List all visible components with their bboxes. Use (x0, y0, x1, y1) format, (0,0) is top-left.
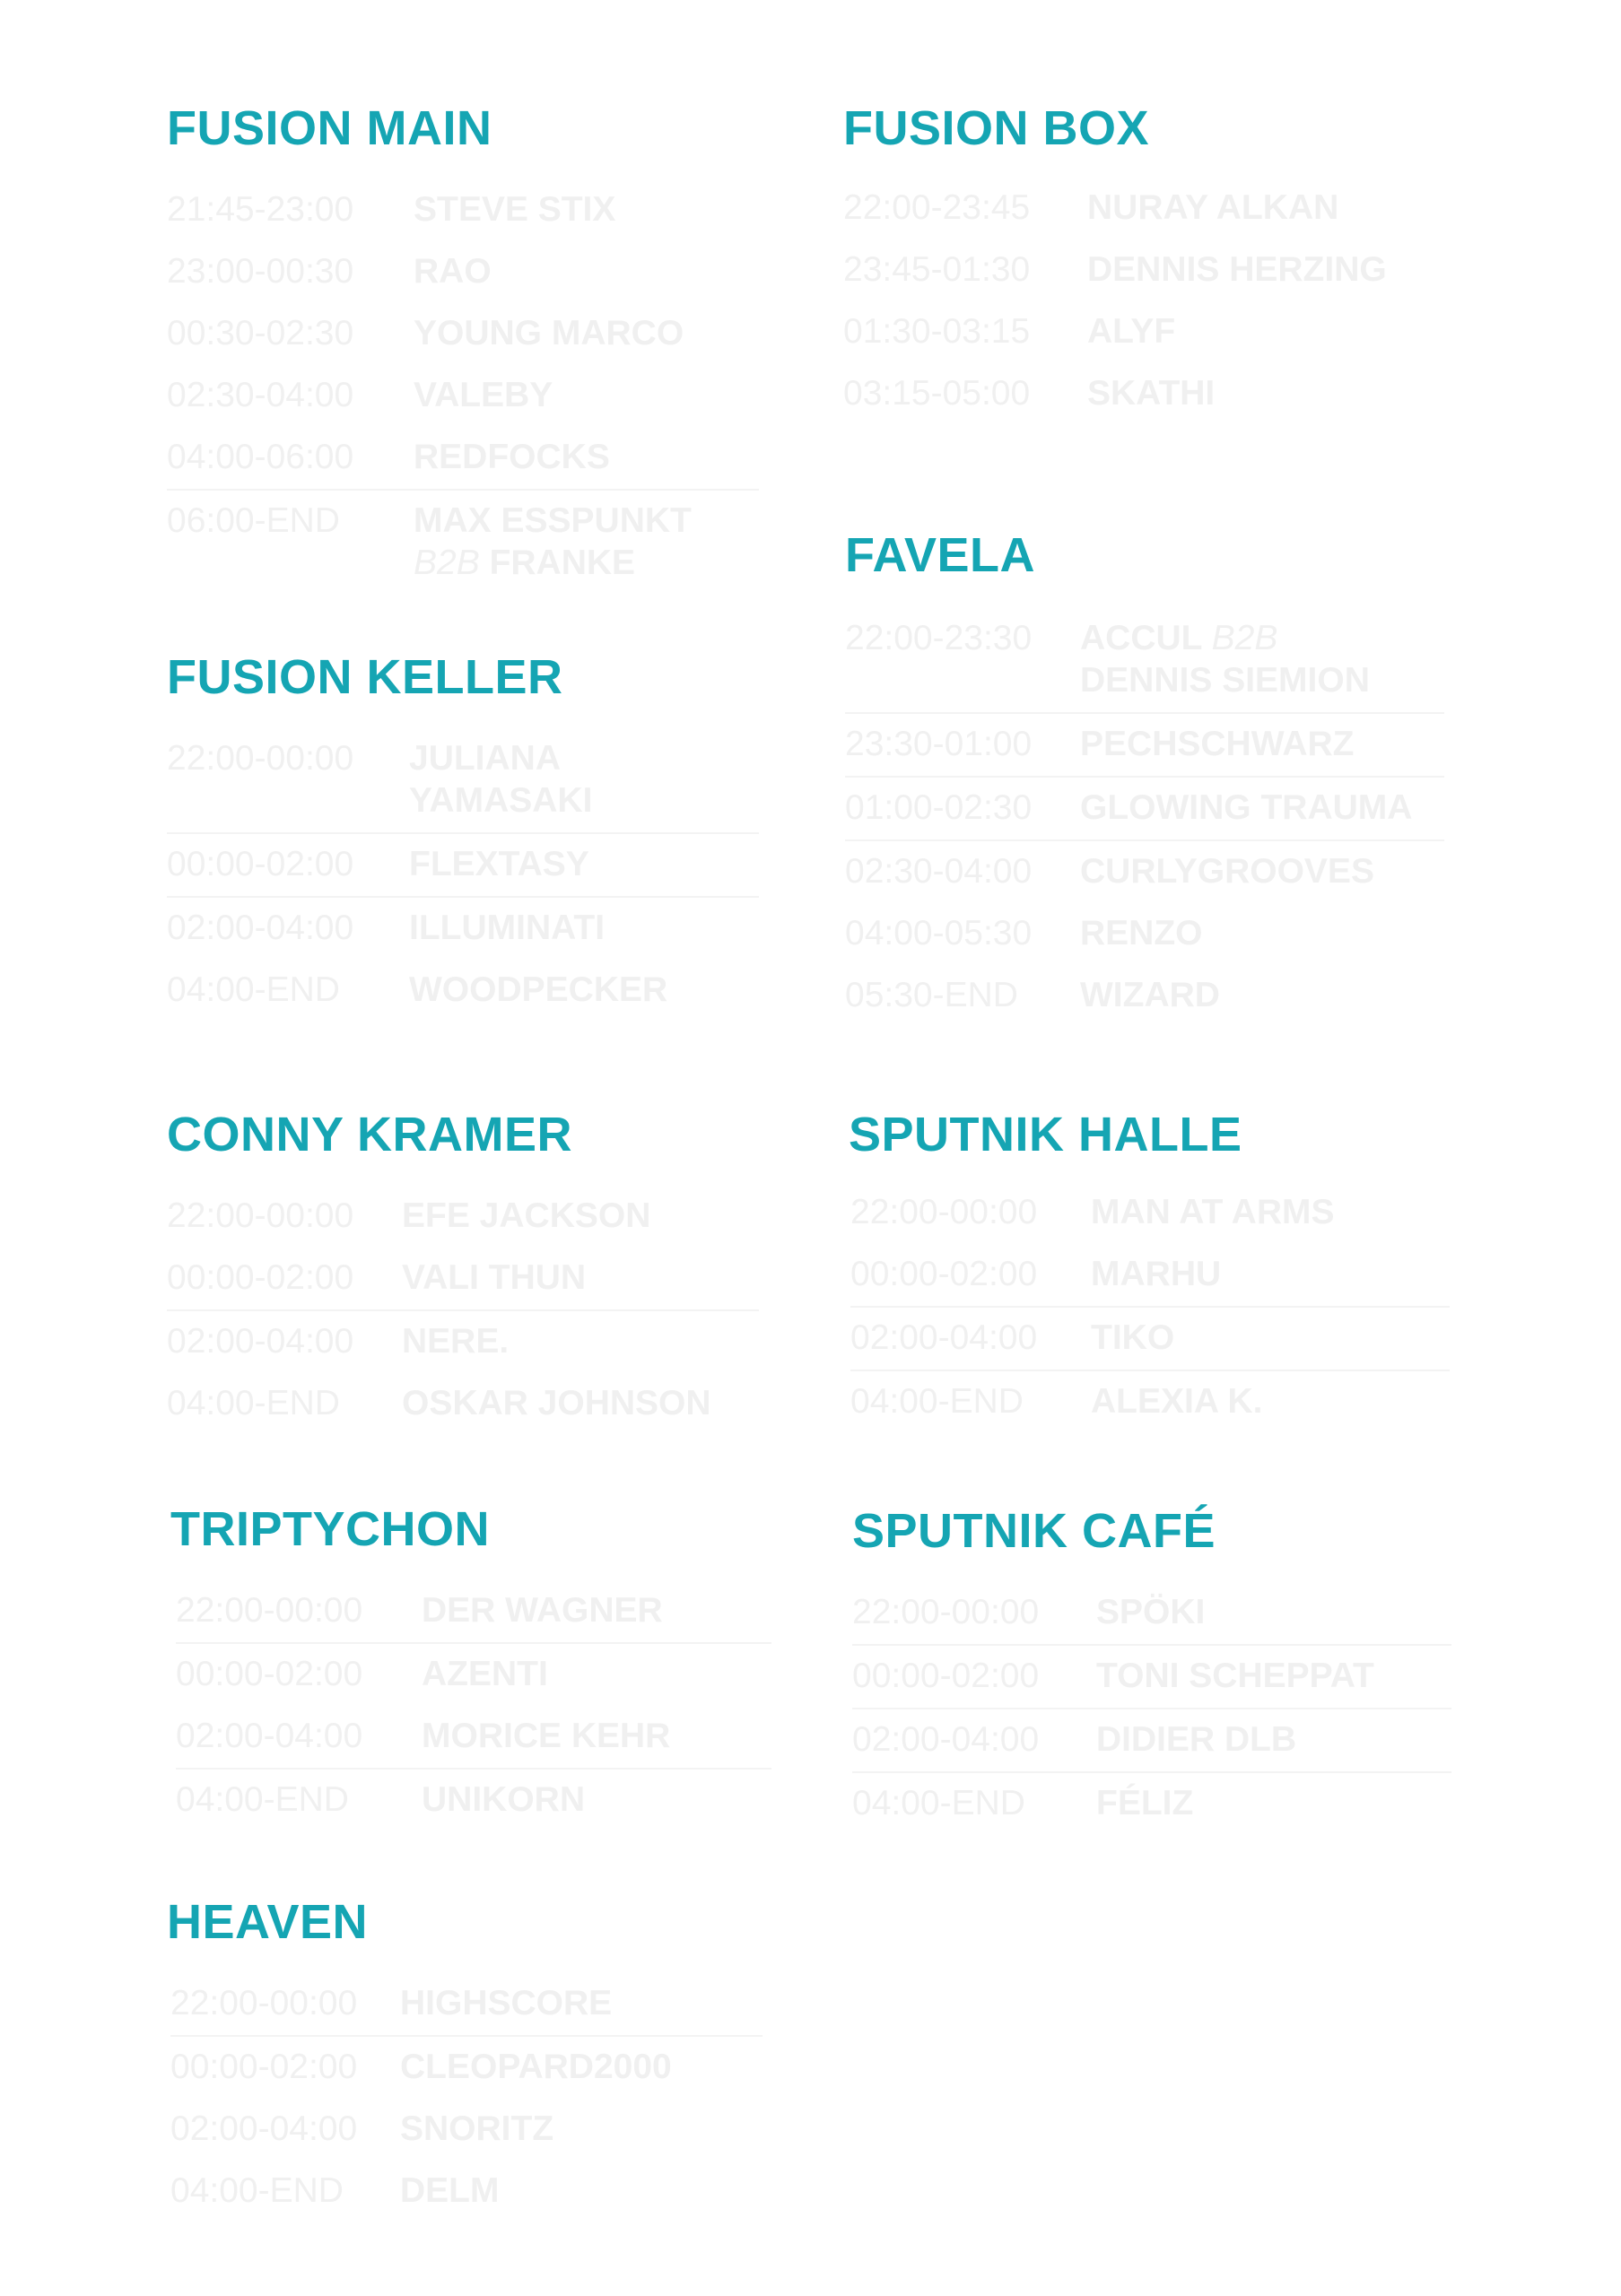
slot-artist: SKATHI (1087, 374, 1216, 413)
timetable-row (850, 1308, 1450, 1371)
slot-artist: ILLUMINATI (409, 909, 606, 947)
artist-name: MAX ESSPUNKT (414, 501, 692, 540)
slot-artist: CURLYGROOVES (1080, 852, 1374, 891)
stage-title: FUSION KELLER (167, 650, 563, 704)
timetable (167, 728, 759, 1022)
slot-artist: WIZARD (1080, 976, 1220, 1014)
timetable-row (850, 1182, 1450, 1244)
slot-time: 02:00-04:00 (167, 1322, 354, 1361)
slot-time: 04:00-05:30 (845, 914, 1033, 952)
slot-artist: JULIANA YAMASAKI (409, 739, 593, 820)
stage-title: TRIPTYCHON (170, 1502, 490, 1556)
slot-time: 06:00-END (167, 501, 340, 540)
slot-artist: DENNIS HERZING (1087, 250, 1387, 289)
slot-artist: DELM (400, 2171, 500, 2210)
timetable (845, 608, 1444, 1027)
slot-artist: ALYF (1087, 312, 1176, 351)
timetable-row (167, 365, 759, 427)
timetable-row (167, 960, 759, 1022)
slot-artist: PECHSCHWARZ (1080, 725, 1355, 763)
slot-time: 04:00-06:00 (167, 438, 354, 476)
slot-time: 00:00-02:00 (176, 1655, 363, 1693)
timetable (167, 1186, 759, 1435)
slot-time: 04:00-END (170, 2171, 344, 2210)
slot-time: 22:00-00:00 (176, 1591, 363, 1630)
slot-artist: NERE. (402, 1322, 510, 1361)
timetable-row (167, 728, 759, 834)
timetable-row (852, 1709, 1451, 1773)
timetable-row (167, 1311, 759, 1373)
slot-artist: FLEXTASY (409, 845, 589, 883)
slot-artist: MORICE KEHR (422, 1717, 671, 1755)
stage-title: CONNY KRAMER (167, 1108, 573, 1161)
artist-name: DENNIS SIEMION (1080, 661, 1370, 700)
slot-time: 00:30-02:30 (167, 314, 354, 352)
slot-artist: REDFOCKS (414, 438, 610, 476)
slot-artist: OSKAR JOHNSON (402, 1384, 711, 1422)
slot-artist: AZENTI (422, 1655, 548, 1693)
timetable-row (845, 965, 1444, 1027)
slot-time: 21:45-23:00 (167, 190, 354, 229)
slot-artist: MARHU (1091, 1255, 1222, 1293)
timetable-row (167, 241, 759, 303)
slot-artist: WOODPECKER (409, 970, 668, 1009)
slot-artist: MAN AT ARMS (1091, 1193, 1335, 1231)
timetable-row (852, 1773, 1451, 1835)
slot-artist: FÉLIZ (1096, 1784, 1194, 1822)
stage-title: SPUTNIK HALLE (849, 1108, 1242, 1161)
timetable (843, 178, 1453, 425)
slot-artist: DIDIER DLB (1096, 1720, 1297, 1759)
timetable-row (852, 1582, 1451, 1646)
slot-artist: EFE JACKSON (402, 1196, 651, 1235)
slot-time: 05:30-END (845, 976, 1018, 1014)
slot-artist: TIKO (1091, 1318, 1175, 1357)
timetable-row (167, 1373, 759, 1435)
timetable-row (176, 1706, 771, 1770)
slot-time: 02:30-04:00 (845, 852, 1033, 891)
timetable-row (850, 1371, 1450, 1433)
timetable-row (170, 1973, 763, 2037)
timetable-row (176, 1644, 771, 1706)
timetable-row (167, 1248, 759, 1311)
slot-time: 02:00-04:00 (170, 2109, 358, 2148)
timetable (176, 1580, 771, 1831)
slot-artist: SNORITZ (400, 2109, 554, 2148)
b2b-label: B2B (1211, 619, 1278, 657)
timetable-row (176, 1770, 771, 1831)
timetable (852, 1582, 1451, 1835)
artist-name: FRANKE (489, 544, 636, 582)
timetable-row (843, 363, 1453, 425)
slot-artist: CLEOPARD2000 (400, 2048, 672, 2086)
slot-time: 00:00-02:00 (170, 2048, 358, 2086)
slot-artist: YOUNG MARCO (414, 314, 684, 352)
slot-time: 04:00-END (167, 970, 340, 1009)
slot-time: 22:00-00:00 (850, 1193, 1038, 1231)
slot-time: 22:00-00:00 (852, 1593, 1040, 1631)
slot-time: 04:00-END (852, 1784, 1025, 1822)
timetable-row (845, 778, 1444, 841)
slot-time: 03:15-05:00 (843, 374, 1031, 413)
slot-time: 00:00-02:00 (852, 1657, 1040, 1695)
slot-artist: VALEBY (414, 376, 553, 414)
timetable (850, 1182, 1450, 1433)
timetable-row (843, 178, 1453, 239)
slot-artist: TONI SCHEPPAT (1096, 1657, 1374, 1695)
slot-time: 04:00-END (167, 1384, 340, 1422)
slot-time: 02:00-04:00 (167, 909, 354, 947)
timetable-row (845, 608, 1444, 714)
stage-title: FUSION MAIN (167, 101, 492, 155)
timetable-row (843, 301, 1453, 363)
timetable (167, 179, 759, 595)
slot-time: 04:00-END (176, 1780, 349, 1819)
slot-time: 23:45-01:30 (843, 250, 1031, 289)
timetable-row (845, 903, 1444, 965)
artist-name: ACCUL (1080, 619, 1202, 657)
stage-title: HEAVEN (167, 1895, 369, 1949)
slot-artist: ALEXIA K. (1091, 1382, 1263, 1421)
slot-artist: UNIKORN (422, 1780, 585, 1819)
timetable-row (167, 179, 759, 241)
timetable-row (167, 834, 759, 898)
slot-time: 02:00-04:00 (176, 1717, 363, 1755)
slot-time: 01:00-02:30 (845, 788, 1033, 827)
timetable-row (845, 714, 1444, 778)
slot-time: 02:30-04:00 (167, 376, 354, 414)
slot-time: 22:00-00:00 (170, 1984, 358, 2022)
timetable-row (845, 841, 1444, 903)
stage-title: SPUTNIK CAFÉ (852, 1504, 1216, 1558)
slot-artist: SPÖKI (1096, 1593, 1206, 1631)
slot-time: 23:30-01:00 (845, 725, 1033, 763)
slot-artist: STEVE STIX (414, 190, 616, 229)
slot-time: 22:00-23:30 (845, 619, 1033, 657)
slot-time: 01:30-03:15 (843, 312, 1031, 351)
slot-artist: GLOWING TRAUMA (1080, 788, 1413, 827)
slot-artist: DER WAGNER (422, 1591, 663, 1630)
slot-time: 02:00-04:00 (852, 1720, 1040, 1759)
timetable-row (167, 303, 759, 365)
slot-time: 00:00-02:00 (167, 845, 354, 883)
b2b-label: B2B (414, 544, 480, 582)
slot-time: 22:00-00:00 (167, 739, 354, 778)
slot-time: 02:00-04:00 (850, 1318, 1038, 1357)
slot-time: 00:00-02:00 (850, 1255, 1038, 1293)
timetable-row (167, 491, 759, 595)
timetable-row (167, 898, 759, 960)
timetable-row (170, 2099, 763, 2161)
timetable (170, 1973, 763, 2222)
timetable-row (852, 1646, 1451, 1709)
timetable-row (167, 1186, 759, 1248)
timetable-row (170, 2037, 763, 2099)
slot-artist (414, 500, 759, 584)
slot-artist: NURAY ALKAN (1087, 188, 1339, 227)
slot-artist: HIGHSCORE (400, 1984, 613, 2022)
slot-artist: VALI THUN (402, 1258, 587, 1297)
timetable-row (843, 239, 1453, 301)
stage-title: FUSION BOX (843, 101, 1150, 155)
slot-time: 04:00-END (850, 1382, 1024, 1421)
slot-time: 22:00-00:00 (167, 1196, 354, 1235)
timetable-row (176, 1580, 771, 1644)
slot-artist: RAO (414, 252, 492, 291)
timetable-row (167, 427, 759, 491)
slot-artist: RENZO (1080, 914, 1203, 952)
slot-artist (1080, 617, 1444, 701)
timetable-row (850, 1244, 1450, 1308)
slot-time: 22:00-23:45 (843, 188, 1031, 227)
slot-time: 23:00-00:30 (167, 252, 354, 291)
slot-time: 00:00-02:00 (167, 1258, 354, 1297)
timetable-row (170, 2161, 763, 2222)
stage-title: FAVELA (845, 528, 1036, 582)
